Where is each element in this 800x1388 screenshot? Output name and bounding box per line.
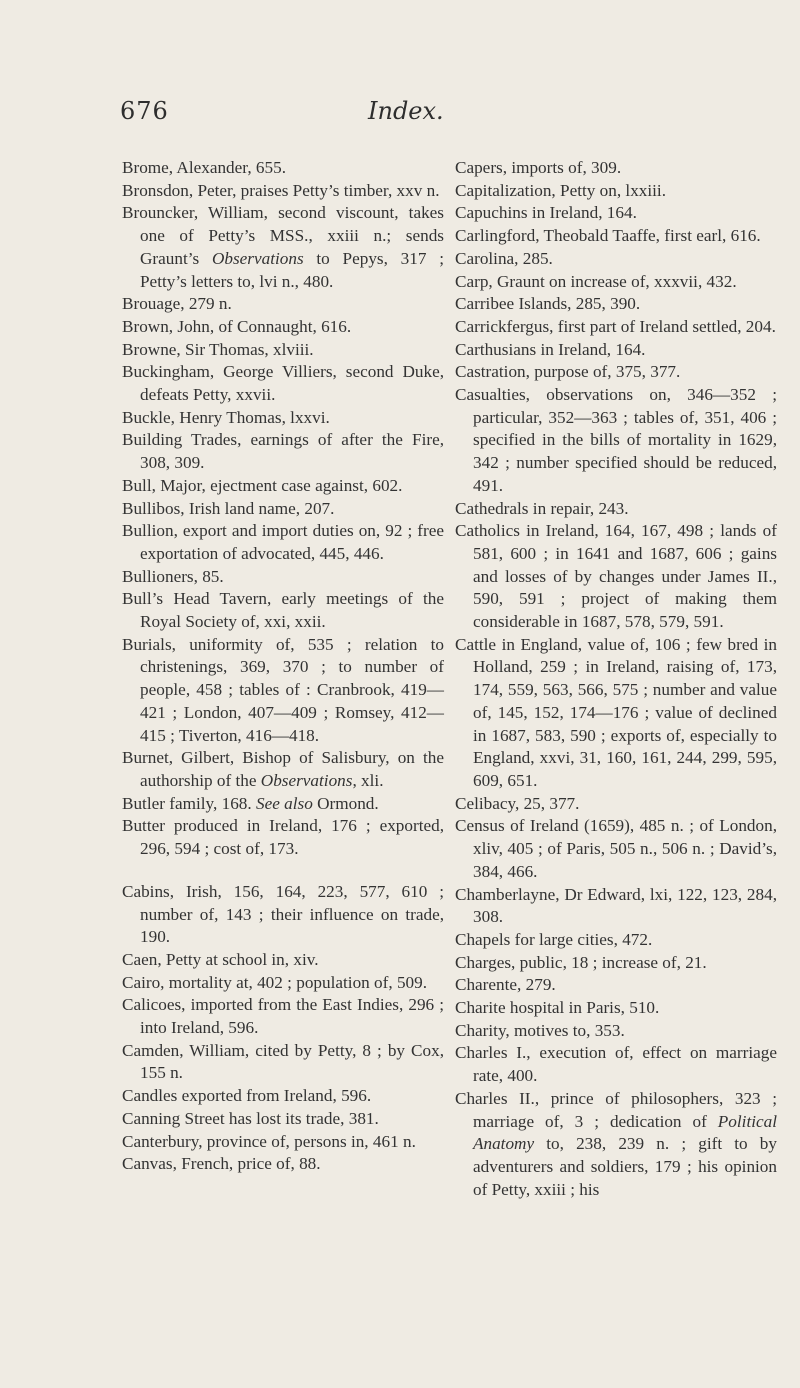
index-entry: Butter produced in Ireland, 176 ; exported, 296, 594 ; cost of, 173. <box>122 816 444 859</box>
index-entry: Cathedrals in repair, 243. <box>455 498 629 518</box>
index-entry: Charles I., execution of, effect on marriage rate, 400. <box>455 1043 777 1086</box>
index-entry: Capitalization, Petty on, lxxiii. <box>455 180 667 200</box>
index-entry: Cabins, Irish, 156, 164, 223, 577, 610 ; number of, 143 ; their influence on trade, 190. <box>122 881 444 947</box>
index-entry: Capuchins in Ireland, 164. <box>455 203 637 223</box>
index-entry: Buckingham, George Villiers, second Duke, defeats Petty, xxvii. <box>122 362 444 405</box>
index-entry: Canvas, French, price of, 88. <box>122 1154 321 1174</box>
index-entry: Charente, 279. <box>455 975 556 995</box>
page-header <box>0 97 800 137</box>
index-entry: Bull, Major, ejectment case against, 602. <box>122 475 403 495</box>
index-entry: Chapels for large cities, 472. <box>455 929 653 949</box>
index-entry: Celibacy, 25, 377. <box>455 793 580 813</box>
running-head: Index. <box>368 97 444 125</box>
index-entry: Canning Street has lost its trade, 381. <box>122 1108 379 1128</box>
index-entry: Bullion, export and import duties on, 92 ; free exportation of advocated, 445, 446. <box>122 521 444 563</box>
index-entry: Bronsdon, Peter, praises Petty’s timber, xxv n. <box>122 180 440 200</box>
index-entry: Charite hospital in Paris, 510. <box>455 998 660 1018</box>
index-entry: Cattle in England, value of, 106 ; few bred in Holland, 259 ; in Ireland, raising of, 173, 174, 559, 563, 566, 575 ; number and value of, 145, 152, 174—176 ; value of declined in 1687, 583, 590 ; exports of, especially to England, xxvi, 31, 160, 161, 244, 299, 595, 609, 651. <box>455 634 777 790</box>
index-entry: Camden, William, cited by Petty, 8 ; by Cox, 155 n. <box>122 1040 444 1083</box>
index-entry: Brown, John, of Connaught, 616. <box>122 316 352 336</box>
index-entry: Brouncker, William, second viscount, takes one of Petty’s MSS., xxiii n.; sends Graunt’s Observations to Pepys, 317 ; Petty’s letters to, lvi n., 480. <box>122 203 444 291</box>
index-entry: Building Trades, earnings of after the Fire, 308, 309. <box>122 430 444 473</box>
index-entry: Brouage, 279 n. <box>122 294 232 314</box>
index-entry: Carp, Graunt on increase of, xxxvii, 432. <box>455 271 737 291</box>
index-entry: Cairo, mortality at, 402 ; population of, 509. <box>122 972 428 992</box>
index-entry: Charity, motives to, 353. <box>455 1020 625 1040</box>
index-entry: Bull’s Head Tavern, early meetings of the Royal Society of, xxi, xxii. <box>122 589 444 632</box>
index-entry: Brome, Alexander, 655. <box>122 158 286 177</box>
index-entry: Bullioners, 85. <box>122 566 224 586</box>
index-entry: Carolina, 285. <box>455 248 553 268</box>
index-entry: Caen, Petty at school in, xiv. <box>122 949 319 969</box>
index-entry: Carribee Islands, 285, 390. <box>455 294 641 314</box>
index-entry: Carlingford, Theobald Taaffe, first earl, 616. <box>455 226 761 246</box>
index-entry: Buckle, Henry Thomas, lxxvi. <box>122 407 330 427</box>
index-entry: Carrickfergus, first part of Ireland settled, 204. <box>455 316 776 336</box>
index-entry: Charges, public, 18 ; increase of, 21. <box>455 952 707 972</box>
index-entry: Castration, purpose of, 375, 377. <box>455 362 681 382</box>
index-entry: Browne, Sir Thomas, xlviii. <box>122 339 314 359</box>
index-entry: Catholics in Ireland, 164, 167, 498 ; lands of 581, 600 ; in 1641 and 1687, 606 ; gains and losses of by changes under James II., 590, 591 ; project of making them considerable in 1687, 578, 579, 591. <box>455 521 777 632</box>
index-entry: Casualties, observations on, 346—352 ; particular, 352—363 ; tables of, 351, 406 ; specified in the bills of mortality in 1629, 342 ; number specified should be reduced, 491. <box>455 385 777 495</box>
index-entry: Candles exported from Ireland, 596. <box>122 1086 372 1106</box>
index-entry: Butler family, 168. See also Ormond. <box>122 793 379 813</box>
index-entry: Chamberlayne, Dr Edward, lxi, 122, 123, 284, 308. <box>455 884 777 927</box>
index-entry: Burnet, Gilbert, Bishop of Salisbury, on the authorship of the Observations, xli. <box>122 748 444 790</box>
index-entry: Capers, imports of, 309. <box>455 158 622 177</box>
index-entry: Charles II., prince of philosophers, 323 ; marriage of, 3 ; dedication of Political Anatomy to, 238, 239 n. ; gift to by adventurers and soldiers, 179 ; his opinion of Petty, xxiii ; his <box>455 1088 777 1199</box>
index-entry: Census of Ireland (1659), 485 n. ; of London, xliv, 405 ; of Paris, 505 n., 506 n. ; David’s, 384, 466. <box>455 816 777 881</box>
index-entry: Burials, uniformity of, 535 ; relation to christenings, 369, 370 ; to number of people, 458 ; tables of : Cranbrook, 419—421 ; London, 407—409 ; Romsey, 412—415 ; Tiverton, 416—418. <box>122 634 444 745</box>
index-entry: Calicoes, imported from the East Indies, 296 ; into Ireland, 596. <box>122 995 444 1038</box>
page-number: 676 <box>120 97 169 125</box>
index-entry: Canterbury, province of, persons in, 461 n. <box>122 1131 416 1151</box>
index-entry: Bullibos, Irish land name, 207. <box>122 498 335 518</box>
index-column-left <box>122 157 444 1176</box>
index-entry: Carthusians in Ireland, 164. <box>455 339 646 359</box>
index-column-right <box>455 157 777 1201</box>
